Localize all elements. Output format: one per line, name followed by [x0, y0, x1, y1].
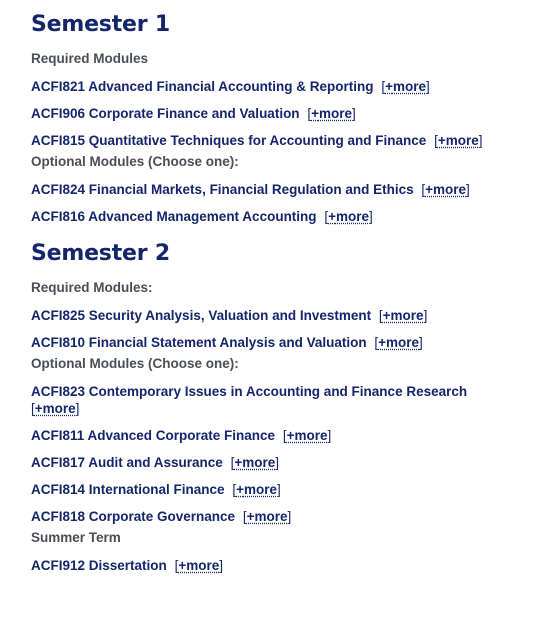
more-toggle[interactable]: [+more]: [434, 133, 483, 148]
more-toggle[interactable]: [+more]: [174, 558, 223, 573]
module-acfi814[interactable]: [31, 481, 546, 498]
module-title[interactable]: ACFI824 Financial Markets, Financial Regulation and Ethics: [31, 182, 414, 197]
module-title[interactable]: ACFI906 Corporate Finance and Valuation: [31, 106, 300, 121]
more-toggle[interactable]: [+more]: [421, 182, 470, 197]
module-acfi818[interactable]: [31, 508, 546, 525]
more-toggle[interactable]: [+more]: [230, 455, 279, 470]
module-acfi824[interactable]: [31, 181, 546, 198]
module-title[interactable]: ACFI815 Quantitative Techniques for Accounting and Finance: [31, 133, 427, 148]
module-title[interactable]: ACFI823 Contemporary Issues in Accounting and Finance Research: [31, 384, 468, 399]
module-acfi823[interactable]: [31, 383, 546, 417]
more-toggle[interactable]: [+more]: [232, 482, 281, 497]
module-title[interactable]: ACFI821 Advanced Financial Accounting & Reporting: [31, 79, 374, 94]
semester-2-heading: Semester 2: [31, 241, 170, 266]
module-title[interactable]: ACFI818 Corporate Governance: [31, 509, 236, 524]
module-title[interactable]: ACFI814 International Finance: [31, 482, 225, 497]
more-toggle[interactable]: [+more]: [378, 308, 428, 323]
module-title[interactable]: ACFI811 Advanced Corporate Finance: [31, 428, 276, 443]
module-acfi912[interactable]: [31, 557, 546, 574]
required-modules-label: Required Modules:: [31, 280, 153, 295]
summer-term-label: Summer Term: [31, 530, 121, 545]
more-toggle[interactable]: [+more]: [282, 428, 332, 443]
module-acfi810[interactable]: [31, 334, 546, 351]
optional-modules-label: Optional Modules (Choose one):: [31, 154, 239, 169]
more-toggle[interactable]: [+more]: [374, 335, 423, 350]
required-modules-label: Required Modules: [31, 51, 149, 66]
module-acfi906[interactable]: [31, 105, 546, 122]
module-acfi821[interactable]: [31, 78, 546, 95]
module-title[interactable]: ACFI825 Security Analysis, Valuation and Investment: [31, 308, 372, 323]
optional-modules-label: Optional Modules (Choose one):: [31, 356, 239, 371]
more-toggle[interactable]: [+more]: [242, 509, 292, 524]
module-acfi815[interactable]: [31, 132, 546, 149]
more-toggle[interactable]: [+more]: [31, 401, 80, 416]
module-acfi816[interactable]: [31, 208, 546, 225]
more-toggle[interactable]: [+more]: [307, 106, 356, 121]
module-acfi811[interactable]: [31, 427, 546, 444]
more-toggle[interactable]: [+more]: [324, 209, 373, 224]
module-title[interactable]: ACFI810 Financial Statement Analysis and Valuation: [31, 335, 367, 350]
semester-1-heading: Semester 1: [31, 12, 170, 37]
module-title[interactable]: ACFI912 Dissertation: [31, 558, 167, 573]
more-toggle[interactable]: [+more]: [381, 79, 430, 94]
module-title[interactable]: ACFI816 Advanced Management Accounting: [31, 209, 317, 224]
module-title[interactable]: ACFI817 Audit and Assurance: [31, 455, 223, 470]
module-list: [31, 10, 546, 574]
module-acfi817[interactable]: [31, 454, 546, 471]
module-acfi825[interactable]: [31, 307, 546, 324]
